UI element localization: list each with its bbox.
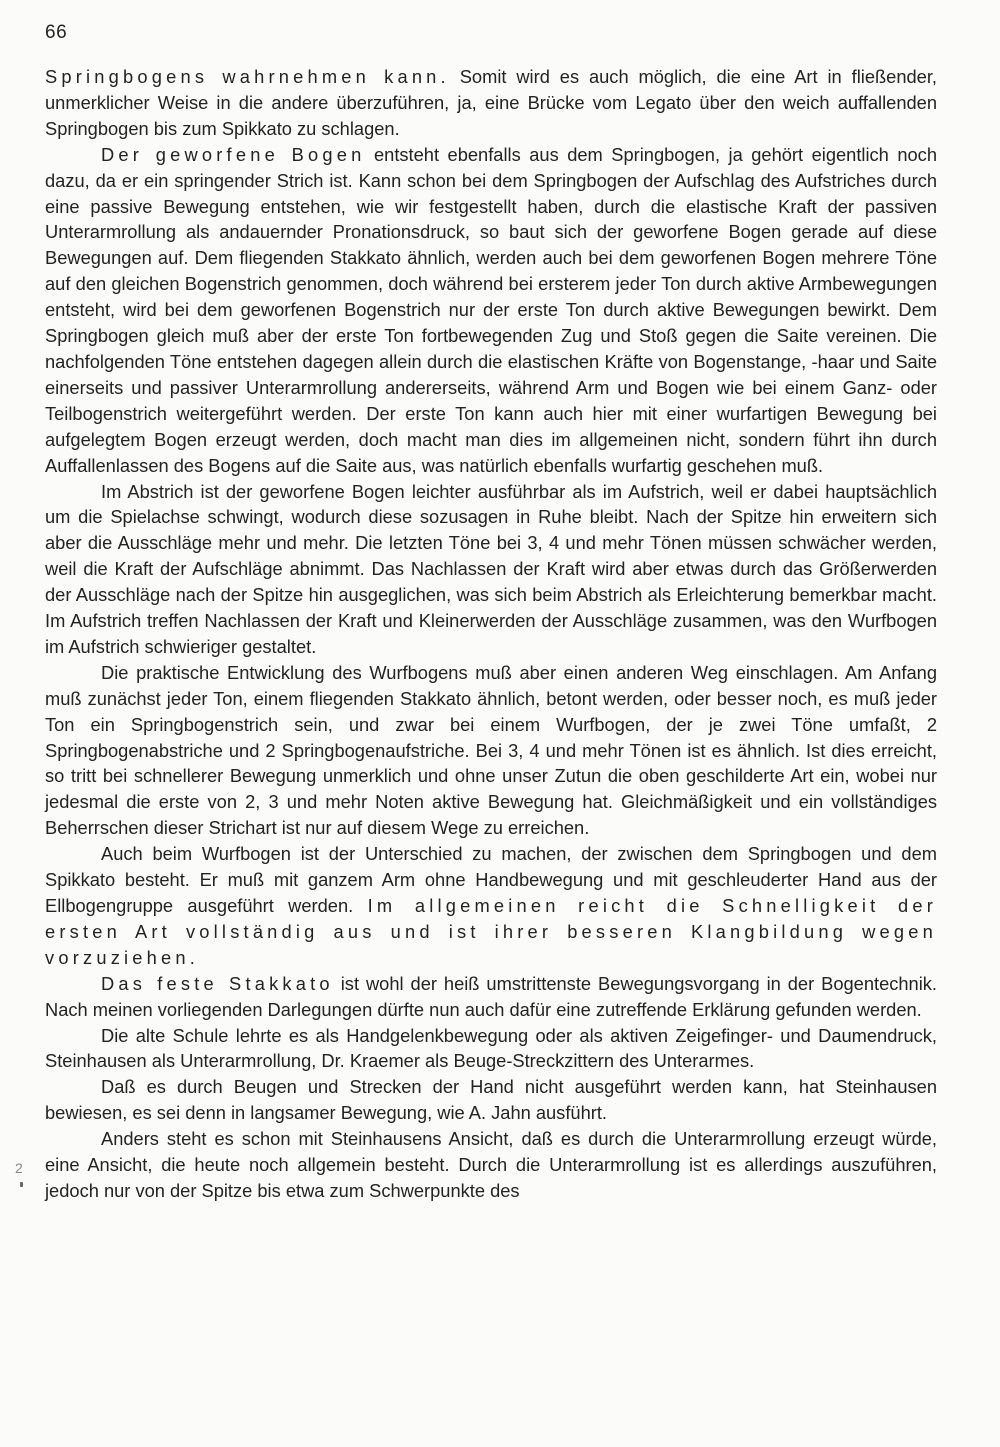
- margin-pencil-mark: 2: [15, 1160, 23, 1176]
- paragraph: [45, 1074, 937, 1126]
- paragraph: [45, 64, 937, 142]
- paragraph: [45, 479, 937, 660]
- text-run: Somit wird es auch möglich, die eine Art in fließender, unmerklicher Weise in die andere überzuführen, ja, eine Brücke vom Legato über den weich auffallenden Springbogen bis zum Spikkato zu schlagen.: [45, 66, 937, 139]
- text-run: ist wohl der heiß umstrittenste Bewegungsvorgang in der Bogentechnik. Nach meinen vorliegenden Darlegungen dürfte nun auch dafür eine zutreffende Erklärung gefunden werden.: [45, 972, 937, 1020]
- text-run: Anders steht es schon mit Steinhausens Ansicht, daß es durch die Unterarmrollung erzeugt würde, eine Ansicht, die heute noch allgemein besteht. Durch die Unterarmrollung ist es allerdings auszuführen, jedoch nur von der Spitze bis etwa zum Schwerpunkte des: [45, 1128, 937, 1201]
- text-run: Im Abstrich ist der geworfene Bogen leichter ausführbar als im Aufstrich, weil er dabei hauptsächlich um die Spielachse schwingt, wodurch diese sozusagen in Ruhe bleibt. Nach der Spitze hin erweitern sich aber die Ausschläge mehr und mehr. Die letzten Töne bei 3, 4 und mehr Tönen müssen schwächer werden, weil die Kraft der Aufschläge abnimmt. Das Nachlassen der Kraft wird aber etwas durch das Größerwerden der Ausschläge nach der Spitze hin ausgeglichen, was sich beim Abstrich als Erleichterung bemerkbar macht. Im Aufstrich treffen Nachlassen der Kraft und Kleinerwerden der Ausschläge zusammen, was den Wurfbogen im Aufstrich schwieriger gestaltet.: [45, 480, 937, 657]
- margin-dot-mark: [20, 1182, 23, 1187]
- paragraph: [45, 142, 937, 479]
- text-run: entsteht ebenfalls aus dem Springbogen, ja gehört eigentlich noch dazu, da er ein springender Strich ist. Kann schon bei dem Springbogen der Aufschlag des Aufstriches durch eine passive Bewegung entstehen, wie wir festgestellt haben, durch die elastische Kraft der passiven Unterarmrollung als andauernder Pronationsdruck, so baut sich der geworfene Bogen gerade auf diese Bewegungen auf. Dem fliegenden Stakkato ähnlich, werden auch bei dem geworfenen Bogen mehrere Töne auf den gleichen Bogenstrich genommen, doch während bei ersterem jeder Ton durch aktive Armbewegungen entsteht, wird bei dem geworfenen Bogenstrich nur der erste Ton durch aktive Bewegungen bewirkt. Dem Springbogen gleich muß aber der erste Ton fortbewegenden Zug und Stoß gegen die Saite vereinen. Die nachfolgenden Töne entstehen dagegen allein durch die elastischen Kräfte von Bogenstange, -haar und Saite einerseits und passiver Unterarmrollung andererseits, während Arm und Bogen wie bei einem Ganz- oder Teilbogenstrich weitergeführt werden. Der erste Ton kann auch hier mit einer wurfartigen Bewegung bei aufgelegtem Bogen erzeugt werden, doch macht man dies im allgemeinen nicht, sondern führt ihn durch Auffallenlassen des Bogens auf die Saite aus, was natürlich ebenfalls wurfartig geschehen muß.: [45, 143, 937, 476]
- paragraph: [45, 971, 937, 1023]
- text-run: Die alte Schule lehrte es als Handgelenkbewegung oder als aktiven Zeigefinger- und Daumendruck, Steinhausen als Unterarmrollung, Dr. Kraemer als Beuge-Streckzittern des Unterarmes.: [45, 1024, 937, 1072]
- paragraph: [45, 841, 937, 971]
- spaced-emphasis-text: Im allgemeinen reicht die Schnelligkeit der ersten Art vollständig aus und ist ihrer besseren Klangbildung wegen vorzuziehen.: [45, 895, 937, 968]
- paragraph: [45, 660, 937, 841]
- paragraph: [45, 1023, 937, 1075]
- text-run: Daß es durch Beugen und Strecken der Hand nicht ausgeführt werden kann, hat Steinhausen bewiesen, es sei denn in langsamer Bewegung, wie A. Jahn ausführt.: [45, 1076, 937, 1124]
- text-run: Auch beim Wurfbogen ist der Unterschied zu machen, der zwischen dem Springbogen und dem Spikkato besteht. Er muß mit ganzem Arm ohne Handbewegung und mit geschleuderter Hand aus der Ellbogengruppe ausgeführt werden.: [45, 843, 937, 916]
- page-number: 66: [45, 22, 68, 43]
- spaced-emphasis-text: Das feste Stakkato: [101, 972, 334, 994]
- text-run: Die praktische Entwicklung des Wurfbogens muß aber einen anderen Weg einschlagen. Am Anfang muß zunächst jeder Ton, einem fliegenden Stakkato ähnlich, betont werden, oder besser noch, es muß jeder Ton ein Springbogenstrich sein, und zwar bei einem Wurfbogen, der je zwei Töne umfaßt, 2 Springbogenabstriche und 2 Springbogenaufstriche. Bei 3, 4 und mehr Tönen ist es ähnlich. Ist dies erreicht, so tritt bei schnellerer Bewegung unmerklich und ohne unser Zutun die oben geschilderte Art ein, wobei nur jedesmal die erste von 2, 3 und mehr Noten aktive Bewegung hat. Gleichmäßigkeit und ein vollständiges Beherrschen dieser Strichart ist nur auf diesem Wege zu erreichen.: [45, 661, 937, 839]
- spaced-emphasis-text: Der geworfene Bogen: [101, 143, 366, 165]
- paragraph: [45, 1126, 937, 1204]
- spaced-emphasis-text: Springbogens wahrnehmen kann.: [45, 66, 450, 87]
- body-text: [45, 64, 937, 1204]
